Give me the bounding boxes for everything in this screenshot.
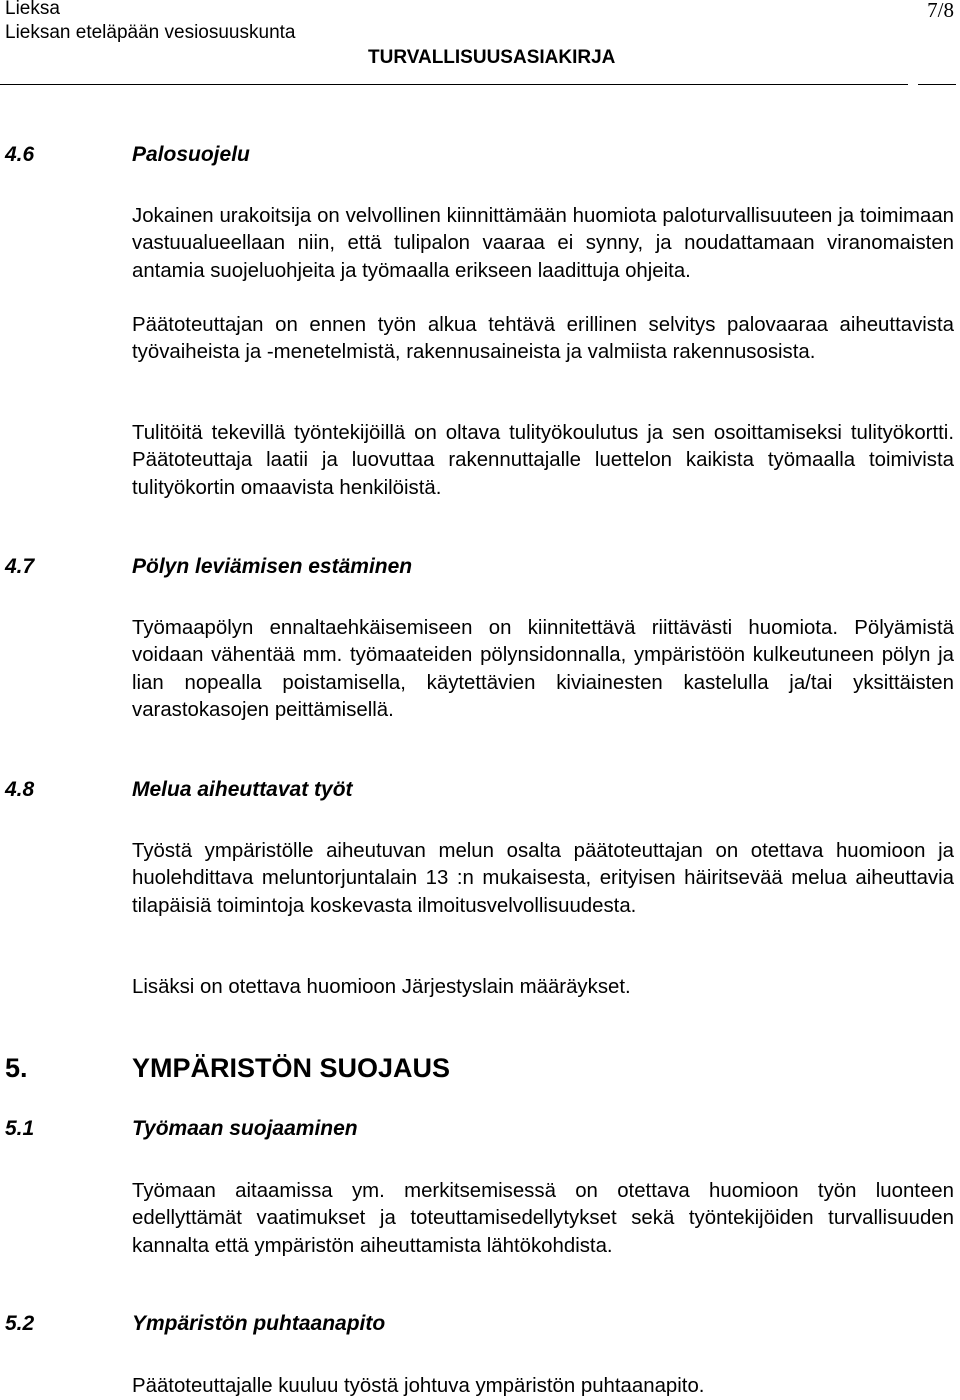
section-heading-4-6 <box>5 142 250 168</box>
section-heading-5-1 <box>5 1116 358 1142</box>
chapter-heading-5 <box>5 1052 450 1084</box>
section-number: 4.8 <box>5 778 35 801</box>
paragraph: Päätoteuttajalle kuuluu työstä johtuva ympäristön puhtaanapito. <box>132 1375 705 1397</box>
paragraph: Jokainen urakoitsija on velvollinen kiinnittämään huomiota paloturvallisuuteen ja toimimaan vastuualueellaan niin, että tulipalon vaaraa ei synny, ja noudattamaan viranomaisten antamia suojeluohjeita ja työmaalla erikseen laadittuja ohjeita. <box>132 205 954 282</box>
header-rule-end <box>918 84 956 85</box>
header-rule <box>0 84 908 85</box>
paragraph: Työstä ympäristölle aiheutuvan melun osalta päätoteuttajan on otettava huomioon ja huolehdittava meluntorjuntalain 13 :n mukaisesta, erityisen häiritsevää melua aiheuttavia tilapäisiä toimintoja koskevasta ilmoitusvelvollisuudesta. <box>132 840 954 917</box>
header-org: Lieksa <box>5 0 60 19</box>
section-number: 5.1 <box>5 1117 35 1140</box>
header-page-number: 7/8 <box>927 0 954 22</box>
section-heading-5-2 <box>5 1311 385 1337</box>
paragraph: Tulitöitä tekevillä työntekijöillä on oltava tulityökoulutus ja sen osoittamiseksi tulityökortti. Päätoteuttaja laatii ja luovuttaa rakennuttajalle luettelon kaikista työmaalla toimivista tulityökortin omaavista henkilöistä. <box>132 422 954 499</box>
header-doc-title: TURVALLISUUSASIAKIRJA <box>368 47 616 68</box>
section-number: 4.6 <box>5 143 35 166</box>
section-title: Pölyn leviämisen estäminen <box>132 555 413 578</box>
section-title: Melua aiheuttavat työt <box>132 778 353 801</box>
section-heading-4-8 <box>5 777 353 803</box>
section-title: Palosuojelu <box>132 143 250 166</box>
header-project: Lieksan eteläpään vesiosuuskunta <box>5 22 296 43</box>
chapter-number: 5. <box>5 1053 28 1083</box>
paragraph: Työmaapölyn ennaltaehkäisemiseen on kiinnitettävä riittävästi huomiota. Pölyämistä voidaan vähentää mm. työmaateiden pölynsidonnalla, ympäristöön kulkeutuneen pölyn ja lian nopealla poistamisella, käytettävien kiviainesten kastelulla ja/tai yksittäisten varastokasojen peittämisellä. <box>132 617 954 721</box>
section-heading-4-7 <box>5 554 412 580</box>
chapter-title: YMPÄRISTÖN SUOJAUS <box>132 1053 451 1083</box>
section-title: Työmaan suojaaminen <box>132 1117 358 1140</box>
paragraph: Työmaan aitaamissa ym. merkitsemisessä on otettava huomioon työn luonteen edellyttämät vaatimukset ja toteuttamisedellytykset sekä työntekijöiden turvallisuuden kannalta että ympäristön aiheuttamista lähtökohdista. <box>132 1180 954 1257</box>
section-title: Ympäristön puhtaanapito <box>132 1312 386 1335</box>
section-number: 5.2 <box>5 1312 35 1335</box>
paragraph: Lisäksi on otettava huomioon Järjestyslain määräykset. <box>132 976 631 998</box>
paragraph: Päätoteuttajan on ennen työn alkua tehtävä erillinen selvitys palovaaraa aiheuttavista työvaiheista ja -menetelmistä, rakennusaineista ja valmiista rakennusosista. <box>132 314 954 364</box>
section-number: 4.7 <box>5 555 35 578</box>
